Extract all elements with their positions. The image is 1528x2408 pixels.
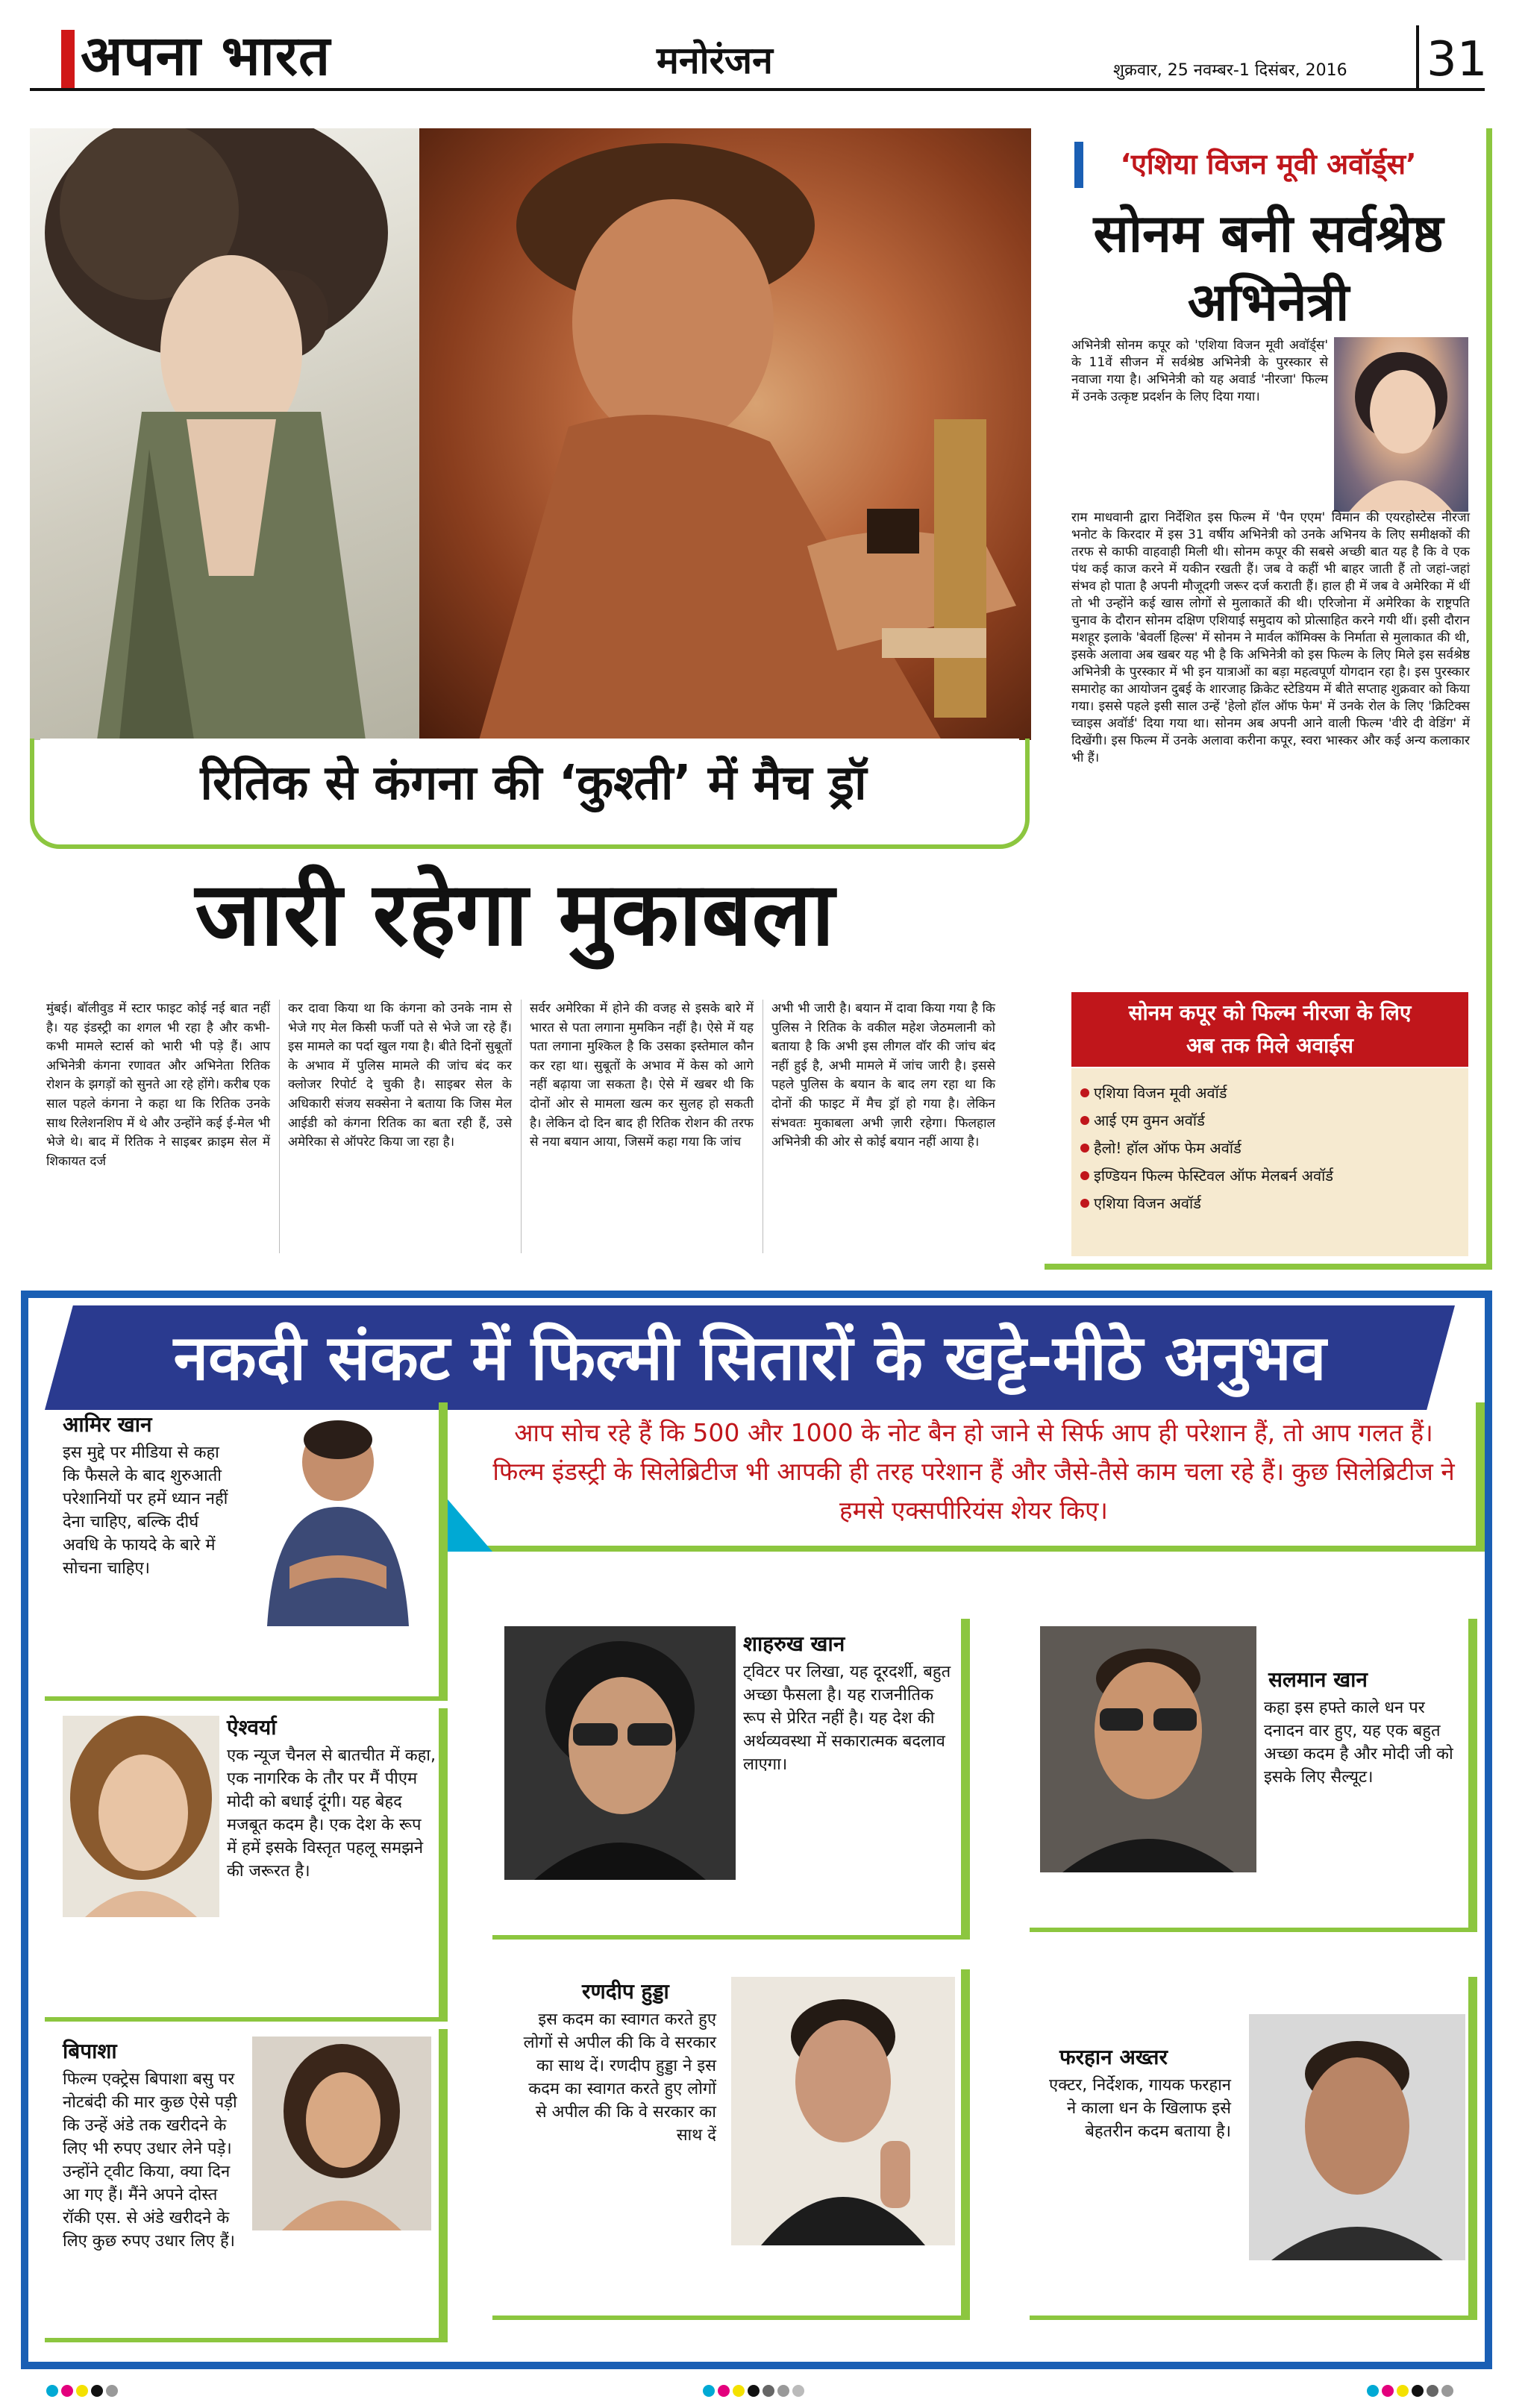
masthead-brand: अपना भारत [81, 24, 331, 88]
photo-salman [1040, 1626, 1256, 1872]
registration-marks-left [45, 2380, 149, 2402]
sidebar-headline-line2: अभिनेत्री [1187, 272, 1350, 333]
celeb-name-salman: सलमान खान [1268, 1667, 1368, 1692]
photo-aishwarya [63, 1716, 219, 1917]
feature-intro: आप सोच रहे हैं कि 500 और 1000 के नोट बैन हो जाने से सिर्फ आप ही परेशान हैं, तो आप गलत हैं। फिल्म इंडस्ट्री के सिलेब्रिटीज भी आपकी ही तरह परेशान हैं और जैसे-तैसे काम चला रहे हैं। कुछ सिलेब्रिटीज ने हमसे एक्सपीरियंस शेयर किए। [492, 1418, 1455, 1525]
celeb-name-aamir: आमिर खान [63, 1412, 152, 1437]
sidebar-kicker: ‘एशिया विजन मूवी अवॉर्ड्स’ [1120, 148, 1417, 181]
column-rule [279, 1000, 280, 1253]
photo-randeep [731, 1977, 955, 2245]
celeb-quote-bipasha: फिल्म एक्ट्रेस बिपाशा बसु पर नोटबंदी की मार कुछ ऐसे पड़ी कि उन्हें अंडे तक खरीदने के लिए भी रुपए उधार लेने पड़े। उन्होंने ट्वीट किया, क्या दिन आ गए हैं। मैंने अपने दोस्त रॉकी एस. से अंडे खरीदने के लिए कुछ रुपए उधार लिए हैं। [63, 2070, 237, 2251]
celeb-name-randeep: रणदीप हुड्डा [582, 1979, 669, 2004]
bullet-icon [1080, 1116, 1089, 1125]
award-item: एशिया विजन अवॉर्ड [1094, 1194, 1201, 1212]
issue-date: शुक्रवार, 25 नवम्बर-1 दिसंबर, 2016 [1113, 61, 1347, 80]
headline-kicker: रितिक से कंगना की ‘कुश्ती’ में मैच ड्रॉ [200, 756, 867, 811]
celeb-quote-salman: कहा इस हफ्ते काले धन पर दनादन वार हुए, यह एक बहुत अच्छा कदम है और मोदी जी को इसके लिए सैल्यूट। [1264, 1699, 1453, 1787]
celeb-quote-shahrukh: ट्विटर पर लिखा, यह दूरदर्शी, बहुत अच्छा फैसला है। यह राजनीतिक रूप से प्रेरित नहीं है। यह देश की अर्थव्यवस्था में सकारात्मक बदलाव लाएगा। [743, 1663, 951, 1774]
bullet-icon [1080, 1171, 1089, 1180]
article-column-1: मुंबई। बॉलीवुड में स्टार फाइट कोई नई बात नहीं है। यह इंडस्ट्री का शगल भी रहा है और कभी-कभी मामले स्टार्स को भारी भी पड़े हैं। आप अभिनेत्री कंगना रणावत और अभिनेता रितिक रोशन के झगड़ों को सुनते आ रहे होंगे। करीब एक साल पहले कंगना ने कहा था कि रितिक उनके साथ रिलेशनशिप में थे और उन्होंने कई ई-मेल भी भेजे थे। बाद में रितिक ने साइबर क्राइम सेल में शिकायत दर्ज [46, 1001, 270, 1169]
headline-main: जारी रहेगा मुकाबला [195, 862, 835, 965]
masthead-rule [30, 88, 1485, 91]
article-column-2: कर दावा किया था कि कंगना को उनके नाम से भेजे गए मेल किसी फर्जी पते से भेजे जा रहे हैं। इस मामले का पर्दा खुल गया है। बीते दिनों सुबूतों के अभाव में पुलिस मामले की जांच बंद कर क्लोजर रिपोर्ट दे चुकी है। साइबर सेल के अधिकारी संजय सक्सेना ने बताया कि जिस मेल आईडी को कंगना रितिक का बता रही हैं, उसे अमेरिका से ऑपरेट किया जा रहा है। [288, 1001, 512, 1150]
celeb-name-aishwarya: ऐश्वर्या [227, 1715, 277, 1740]
kicker-accent-bar [1074, 142, 1083, 188]
article-column-3: सर्वर अमेरिका में होने की वजह से इसके बारे में भारत से पता लगाना मुमकिन नहीं है। ऐसे में यह पता लगाना मुश्किल है कि उसका इस्तेमाल कौन कर रहा था। सुबूतों के अभाव में केस को आगे नहीं बढ़ाया जा सकता है। ऐसे में खबर थी कि दोनों ओर से मामला खत्म कर सुलह हो सकती है। लेकिन दो दिन बाद ही रितिक रोशन की तरफ से नया बयान आया, जिसमें कहा गया कि जांच [530, 1001, 754, 1150]
award-item: एशिया विजन मूवी अवॉर्ड [1094, 1084, 1227, 1102]
awards-header-line2: अब तक मिले अवाईस [1186, 1033, 1353, 1058]
section-name: मनोरंजन [657, 39, 773, 82]
column-rule [521, 1000, 522, 1253]
bullet-icon [1080, 1199, 1089, 1208]
registration-marks-center [701, 2380, 828, 2402]
award-item: हैलो! हॉल ऑफ फेम अवॉर्ड [1094, 1139, 1242, 1157]
photo-shahrukh [504, 1626, 736, 1880]
bullet-icon [1080, 1088, 1089, 1097]
sidebar-body: राम माधवानी द्वारा निर्देशित इस फिल्म में 'पैन एएम' विमान की एयरहोस्टेस नीरजा भनोट के किरदार में इस 31 वर्षीय अभिनेत्री को उनके अभिनय के लिए समीक्षकों की तरफ से काफी वाहवाही मिली थी। सोनम कपूर की सबसे अच्छी बात यह है कि वे एक पंथ कई काज करने में यकीन रखती हैं। जब वे कहीं भी बाहर जाती हैं तो जहां-जहां संभव हो पाता है अपनी मौजूदगी जरूर दर्ज कराती हैं। हाल ही में जब वे अमेरिका में थीं तो भी उन्होंने कई खास लोगों से मुलाकातें की थी। एरिजोना में अमेरिका के राष्ट्रपति चुनाव के दौरान सोनम दक्षिण एशियाई समुदाय को प्रोत्साहित करने गयी थीं। इसी दौरान मशहूर इलाके 'बेवर्ली हिल्स' में सोनम ने मार्वल कॉमिक्स के निर्माता से मुलाकात की थी, इसके अलावा अब खबर यह भी है कि अभिनेत्री को इस फिल्म के लिए मिले इस सर्वश्रेष्ठ अभिनेत्री के पुरस्कार में भी इन यात्राओं का बड़ा महत्वपूर्ण योगदान रहा है। इस पुरस्कार समारोह का आयोजन दुबई के शारजाह क्रिकेट स्टेडियम में बीते सप्ताह शुक्रवार को किया गया। इससे पहले इसी साल उन्हें 'हेलो हॉल ऑफ फेम' में उनके रोल के लिए 'क्रिटिक्स च्वाइस अवॉर्ड' दिया गया था। सोनम अब अपनी आने वाली फिल्म 'वीरे दी वेडिंग' में दिखेंगी। इस फिल्म में उनके अलावा करीना कपूर, स्वरा भास्कर और कई अन्य कलाकार भी हैं। [1071, 510, 1470, 765]
photo-sonam [1334, 337, 1468, 512]
feature-title: नकदी संकट में फिल्मी सितारों के खट्टे-मीठे अनुभव [173, 1321, 1327, 1394]
photo-bipasha [252, 2037, 431, 2230]
celeb-quote-randeep: इस कदम का स्वागत करते हुए लोगों से अपील की कि वे सरकार का साथ दें। रणदीप हुड्डा ने इस कदम का स्वागत करते हुए लोगों से अपील की कि वे सरकार का साथ दें [523, 2010, 716, 2145]
masthead-red-bar [61, 30, 75, 90]
photo-hrithik [419, 128, 1031, 740]
bullet-icon [1080, 1144, 1089, 1153]
celeb-name-shahrukh: शाहरुख खान [743, 1631, 845, 1656]
page-number: 31 [1427, 32, 1488, 87]
awards-header-line1: सोनम कपूर को फिल्म नीरजा के लिए [1128, 1000, 1412, 1025]
celeb-quote-farhan: एक्टर, निर्देशक, गायक फरहान ने काला धन के खिलाफ इसे बेहतरीन कदम बताया है। [1049, 2076, 1231, 2141]
award-item: इण्डियन फिल्म फेस्टिवल ऑफ मेलबर्न अवॉर्ड [1094, 1167, 1333, 1185]
registration-marks-right [1365, 2380, 1485, 2402]
photo-kangana [30, 128, 419, 740]
celeb-name-bipasha: बिपाशा [63, 2039, 117, 2063]
celeb-name-farhan: फरहान अख्तर [1059, 2045, 1168, 2069]
award-item: आई एम वुमन अवॉर्ड [1094, 1111, 1205, 1129]
photo-farhan [1249, 2014, 1465, 2260]
article-column-4: अभी भी जारी है। बयान में दावा किया गया है कि पुलिस ने रितिक के वकील महेश जेठमलानी को बताया है कि अभी इस लीगल वॉर की जांच बंद नहीं हुई है, अभी मामले में जांच जारी है। इससे पहले पुलिस के बयान के बाद लग रहा था कि दोनों की फाइट में मैच ड्रॉ हो गया है। लेकिन संभवतः मुकाबला अभी ज़ारी रहेगा। फिलहाल अभिनेत्री की ओर से कोई बयान नहीं आया है। [771, 1001, 995, 1150]
sidebar-intro: अभिनेत्री सोनम कपूर को 'एशिया विजन मूवी अवॉर्ड्स' के 11वें सीजन में सर्वश्रेष्ठ अभिनेत्री के पुरस्कार से नवाजा गया है। अभिनेत्री को यह अवार्ड 'नीरजा' फिल्म में उनके उत्कृष्ट प्रदर्शन के लिए दिया गया। [1071, 338, 1328, 404]
sidebar-headline-line1: सोनम बनी सर्वश्रेष्ठ [1093, 203, 1444, 264]
celeb-quote-aamir: इस मुद्दे पर मीडिया से कहा कि फैसले के बाद शुरुआती परेशानियों पर हमें ध्यान नहीं देना चाहिए, बल्कि दीर्घ अवधि के फायदे के बारे में सोचना चाहिए। [63, 1443, 228, 1578]
photo-aamir [245, 1417, 431, 1626]
celeb-quote-aishwarya: एक न्यूज चैनल से बातचीत में कहा, एक नागरिक के तौर पर मैं पीएम मोदी को बधाई दूंगी। यह बेहद मजबूत कदम है। एक देश के रूप में हमें इसके विस्तृत पहलू समझने की जरूरत है। [227, 1746, 436, 1881]
